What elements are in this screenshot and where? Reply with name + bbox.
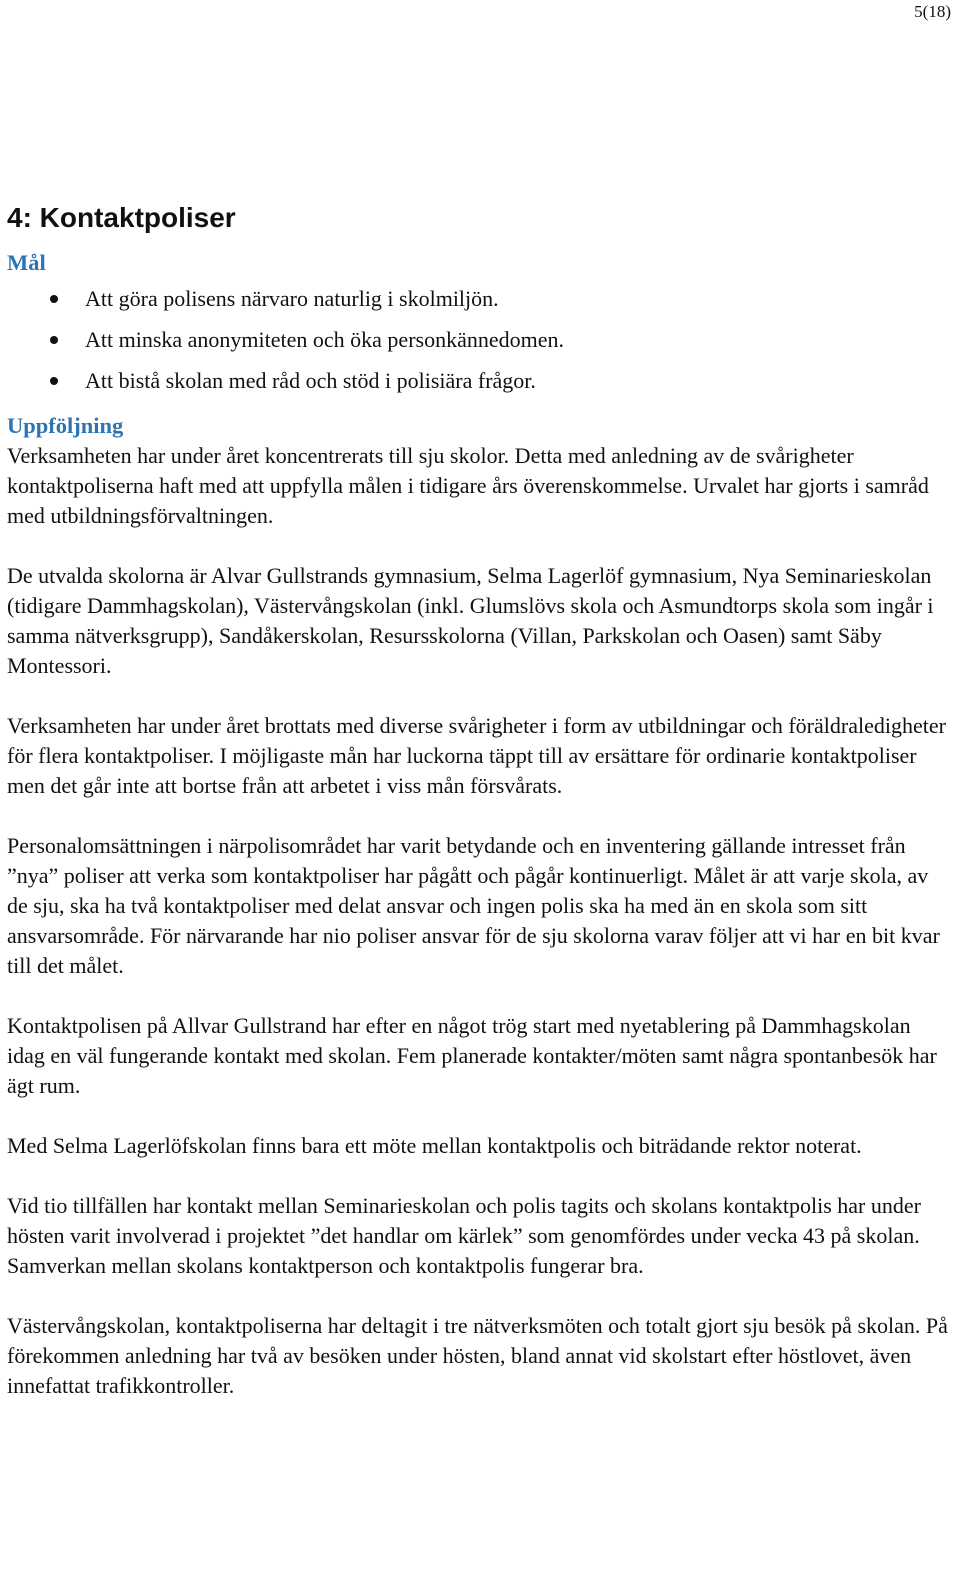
goal-item	[7, 360, 952, 401]
goal-item-text: Att göra polisens närvaro naturlig i skolmiljön.	[85, 286, 499, 311]
goal-item	[7, 319, 952, 360]
goals-heading: Mål	[7, 250, 46, 275]
bullet-icon	[50, 295, 58, 303]
bullet-icon	[50, 377, 58, 385]
followup-paragraph: Personalomsättningen i närpolisområdet har varit betydande och en inventering gällande intresset från ”nya” poliser att verka som kontaktpoliser har pågått och pågår kontinuerligt. Målet är att varje skola, av de sju, ska ha två kontaktpoliser med delat ansvar och ingen polis ska ha med än en skola som sitt ansvarsområde. För närvarande har nio poliser ansvar för de sju skolorna varav följer att vi har en bit kvar till det målet.	[7, 833, 940, 978]
followup-paragraph: Verksamheten har under året brottats med diverse svårigheter i form av utbildningar och föräldraledigheter för flera kontaktpoliser. I möjligaste mån har luckorna täppt till av ersättare för ordinarie kontaktpoliser men det går inte att bortse från att arbetet i viss mån försvårats.	[7, 713, 946, 798]
section-title: 4: Kontaktpoliser	[7, 202, 236, 233]
goal-item-text: Att minska anonymiteten och öka personkännedomen.	[85, 327, 564, 352]
followup-paragraph: Västervångskolan, kontaktpoliserna har deltagit i tre nätverksmöten och totalt gjort sju besök på skolan. På förekommen anledning har två av besöken under hösten, bland annat vid skolstart efter höstlovet, även innefattat trafikkontroller.	[7, 1313, 948, 1398]
goals-list	[7, 278, 952, 401]
followup-paragraph: Vid tio tillfällen har kontakt mellan Seminarieskolan och polis tagits och skolans kontaktpolis har under hösten varit involverad i projektet ”det handlar om kärlek” som genomfördes under vecka 43 på skolan. Samverkan mellan skolans kontaktperson och kontaktpolis fungerar bra.	[7, 1193, 921, 1278]
goal-item-text: Att bistå skolan med råd och stöd i polisiära frågor.	[85, 368, 536, 393]
bullet-icon	[50, 336, 58, 344]
followup-paragraph: Med Selma Lagerlöfskolan finns bara ett möte mellan kontaktpolis och biträdande rektor noterat.	[7, 1133, 862, 1158]
page-number: 5(18)	[914, 2, 951, 21]
followup-paragraph: Kontaktpolisen på Allvar Gullstrand har efter en något trög start med nyetablering på Dammhagskolan idag en väl fungerande kontakt med skolan. Fem planerade kontakter/möten samt några spontanbesök har ägt rum.	[7, 1013, 937, 1098]
followup-heading: Uppföljning	[7, 413, 124, 438]
followup-paragraph: Verksamheten har under året koncentrerats till sju skolor. Detta med anledning av de svårigheter kontaktpoliserna haft med att uppfylla målen i tidigare års överenskommelse. Urvalet har gjorts i samråd med utbildningsförvaltningen.	[7, 443, 929, 528]
document-body	[7, 200, 952, 1431]
goal-item	[7, 278, 952, 319]
followup-paragraph: De utvalda skolorna är Alvar Gullstrands gymnasium, Selma Lagerlöf gymnasium, Nya Seminarieskolan (tidigare Dammhagskolan), Västervångskolan (inkl. Glumslövs skola och Asmundtorps skola som ingår i samma nätverksgrupp), Sandåkerskolan, Resursskolorna (Villan, Parkskolan och Oasen) samt Säby Montessori.	[7, 563, 934, 678]
